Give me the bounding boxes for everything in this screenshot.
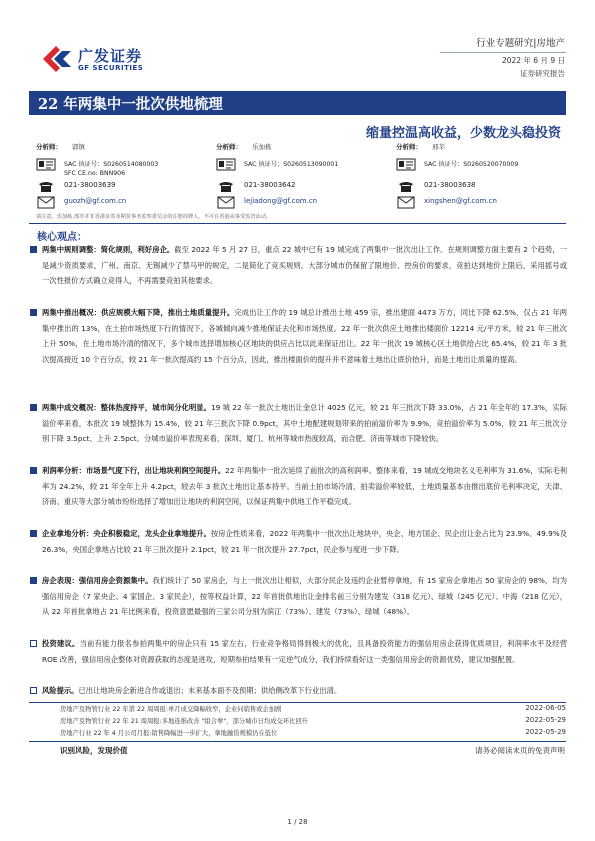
report-category: 行业专题研究|房地产 bbox=[476, 38, 565, 49]
logo-text-cn: 广发证券 bbox=[78, 47, 143, 65]
key-point bbox=[42, 242, 567, 289]
key-point bbox=[42, 526, 567, 557]
analyst-card bbox=[36, 142, 214, 212]
key-point-head: 投资建议。 bbox=[42, 639, 80, 648]
phone-icon bbox=[216, 180, 236, 193]
analyst-email[interactable]: xingshen@gf.com.cn bbox=[424, 197, 497, 205]
key-point-body: 19 城 22 年一批次土地出让金总计 4025 亿元，较 21 年三批次下降 33.0%，占 21 年全年的 17.3%，实际溢价率来看，本批次 19 城整体为 15.4%，较 21 年三批次下降 0.9pct，其中土地配建规划带来的拍前溢价率为 9.9%，竞拍溢价率为 5.0%，较 21 年三批次分别下降 3.5pct、上升 2.5pct。分城市溢价率表现来看，深圳、厦门、杭州等城市热度较高，而合肥、济南等城市下降较快。 bbox=[42, 403, 568, 444]
key-point-body: 完成出让工作的 19 城总计推出土地 459 宗，推出建面 4473 万方，同比下降 62.5%，仅占 21 年两集中推出的 13%，在土拍市场热度下行的情况下，各城倾向减少推地保证去化和市场热度。22 年一批次供应土地推出楼面价 12214 元/平方米，较 21 年三批次上升 50%，在土地市场冷清的情况下，多个城市选择增加核心区地块的供应占比以此来保证出让。22 年一批次 19 城核心区土地供给占比 65.4%，较 21 年 3 批次提高接近 10 个百分点，较 21 年一批次提高约 15 个百分点，因此，推出楼面价的提升并不意味着土地出让底价抬升，而是土地出让质量的提高。 bbox=[42, 308, 568, 365]
key-point-head: 房企表现：强信用房企资源集中。 bbox=[42, 576, 153, 585]
key-point-body: 22 年两集中一批次延续了前批次的高利润率。整体来看，19 城成交地块名义毛利率为 31.6%，实际毛利率为 24.2%，较 21 年全年上升 4.2pct，较去年 3 批次土地出让基本持平。当前土拍市场冷清，拍卖溢价率较低，土地质量基本由推出底价毛利率决定，天津、济南、重庆等大部分城市纷纷选择了增加出让地块的利润空间，以保证两集中供地工作平稳完成。 bbox=[42, 466, 567, 507]
report-type: 证券研究报告 bbox=[520, 69, 565, 78]
key-point bbox=[42, 636, 567, 667]
analyst-phone: 021-38003642 bbox=[244, 181, 296, 189]
key-point bbox=[42, 305, 567, 368]
analyst-name: 乐加栋 bbox=[252, 143, 272, 151]
section-divider bbox=[29, 702, 566, 703]
page-number: 1 / 28 bbox=[287, 818, 308, 826]
key-points-title: 核心观点： bbox=[37, 232, 87, 243]
key-point-head: 利润率分析：市场景气度下行，出让地块利润空间提升。 bbox=[42, 466, 226, 475]
report-title: 22 年两集中一批次供地梳理 bbox=[38, 96, 223, 113]
report-subtitle: 缩量控温高收益，少数龙头稳投资 bbox=[365, 126, 561, 141]
key-point-body: 我们统计了 50 家房企，与上一批次出让相似，大部分民企及违约企业暂停拿地，有 15 家房企拿地占 50 家房企的 98%，均为强信用房企（7 家央企、4 家国企、3 家民企），按等权益计算，22 年首批供地出让金排名前三分别为建发（318 亿元）、绿城（245 亿元）、中海（218 亿元），从 22 年首批拿地占 21 年比例来看，投资意愿最强的三家公司分别为滨江（73%）、建发（73%）、绿城（48%）。 bbox=[42, 576, 568, 617]
related-report[interactable] bbox=[60, 716, 566, 728]
related-report[interactable] bbox=[60, 704, 566, 716]
key-point-head: 风险提示。 bbox=[42, 686, 79, 695]
bullet-icon bbox=[30, 467, 37, 474]
key-point-head: 两集中规则调整：简化规则，利好房企。 bbox=[42, 245, 175, 254]
bullet-icon bbox=[30, 246, 37, 253]
company-logo bbox=[40, 44, 160, 76]
analyst-email[interactable]: guozh@gf.com.cn bbox=[64, 197, 127, 205]
report-date: 2022 年 6 月 9 日 bbox=[501, 56, 565, 65]
section-divider bbox=[29, 741, 566, 742]
analyst-role: 分析师： bbox=[36, 143, 62, 151]
analyst-role: 分析师： bbox=[216, 143, 242, 151]
analyst-card bbox=[216, 142, 394, 212]
key-point bbox=[42, 573, 567, 620]
id-card-icon bbox=[36, 158, 56, 171]
related-report-date: 2022-05-29 bbox=[525, 728, 566, 736]
bullet-icon bbox=[30, 530, 37, 537]
section-divider bbox=[29, 223, 566, 224]
bullet-icon bbox=[30, 404, 37, 411]
license-notice: 请注意，乐加栋,邢莘并非香港证券及期货事务监察委员会的注册持牌人，不可在香港从事受监管活动。 bbox=[36, 214, 272, 220]
key-point-head: 两集中推出概况：供应规模大幅下降，推出土地质量提升。 bbox=[42, 308, 235, 317]
phone-icon bbox=[396, 180, 416, 193]
analyst-sac: SAC 执证号：S0260520070009 bbox=[424, 161, 519, 168]
logo-text-en: GF SECURITIES bbox=[78, 64, 144, 72]
analyst-sac: SAC 执证号：S0260513090001 bbox=[244, 161, 339, 168]
phone-icon bbox=[36, 180, 56, 193]
key-point-body: 按房企性质来看，2022 年两集中一批次出让地块中，央企、地方国企、民企出让金占比为 23.9%、49.9%及 26.3%，央国企拿地占比较 21 年三批次提升 2.1pct，较 21 年一批次提升 27.7pct，民企参与度进一步下降。 bbox=[42, 529, 567, 554]
analyst-sfc: SFC CE.no: BNN906 bbox=[64, 170, 126, 177]
analyst-sac: SAC 执证号：S0260514080003 bbox=[64, 161, 159, 168]
analyst-email[interactable]: lejiadong@gf.com.cn bbox=[244, 197, 318, 205]
analyst-name: 郭镇 bbox=[72, 143, 85, 151]
bullet-icon bbox=[30, 577, 37, 584]
key-point-body: 当前有能力报名参拍两集中的房企只有 15 家左右，行业竞争格局得到极大的优化，且具备投资能力的强信用房企获得优质项目，利润率水平及经营 ROE 改善，强信用房企整体对资源获取的态度是进攻，短期参拍结果有一定逆气成分，我们持续看好这一类强信用房企的资源优势，建议加强配置。 bbox=[42, 639, 568, 664]
footer-disclaimer: 请务必阅读末页的免责声明 bbox=[475, 746, 565, 755]
related-report-date: 2022-05-29 bbox=[525, 716, 566, 724]
analyst-phone: 021-38003639 bbox=[64, 181, 116, 189]
key-point bbox=[42, 683, 567, 699]
bullet-icon bbox=[30, 640, 37, 647]
header-divider bbox=[440, 52, 566, 53]
related-report-title[interactable]: 房地产及物管行业 22 年 21 周周报:多地连推改善 "组合拳"，部分城市日均成交环比回升 bbox=[60, 718, 309, 725]
key-point-head: 两集中成交概况：整体热度持平，城市间分化明显。 bbox=[42, 403, 212, 412]
analyst-card bbox=[396, 142, 574, 212]
analyst-phone: 021-38003638 bbox=[424, 181, 476, 189]
key-point-body: 截至 2022 年 5 月 27 日，重点 22 城中已有 19 城完成了两集中一批次出让工作。在规则调整方面主要有 2 个趋势，一是减少资质要求，广州、南京、无锡减少了禁马甲的规定，二是简化了竞买规则，大部分城市仍保留了限地价、控房价的要求，竞拍达到地价上限后，采用摇号或一次性报价方式确立竞得人，不再需要竞拍其他要求。 bbox=[42, 245, 567, 286]
gf-logo-icon bbox=[40, 44, 74, 74]
key-point bbox=[42, 463, 567, 510]
related-report-title[interactable]: 房地产行业 22 年 4 月公司月报:销售降幅进一步扩大，拿地融资规模仍在低位 bbox=[60, 730, 278, 737]
related-report-title[interactable]: 房地产及物管行业 22 年第 22 周周报:单月成交降幅收窄，企业问销售或企加剧 bbox=[60, 706, 282, 713]
footer-slogan: 识别风险，发现价值 bbox=[60, 746, 128, 755]
analyst-name: 邢莘 bbox=[432, 143, 445, 151]
related-report-date: 2022-06-05 bbox=[525, 704, 566, 712]
id-card-icon bbox=[216, 158, 236, 171]
analyst-role: 分析师： bbox=[396, 143, 422, 151]
key-point bbox=[42, 400, 567, 447]
email-icon bbox=[216, 196, 236, 209]
related-report[interactable] bbox=[60, 728, 566, 740]
email-icon bbox=[36, 196, 56, 209]
bullet-icon bbox=[30, 309, 37, 316]
key-point-body: 已出让地块房企新进合作或退出；未来基本面不及预期；供给侧改革下行业出清。 bbox=[78, 686, 342, 695]
email-icon bbox=[396, 196, 416, 209]
bullet-icon bbox=[30, 687, 37, 694]
key-point-head: 企业拿地分析：央企积极稳定，龙头企业拿地提升。 bbox=[42, 529, 211, 538]
id-card-icon bbox=[396, 158, 416, 171]
